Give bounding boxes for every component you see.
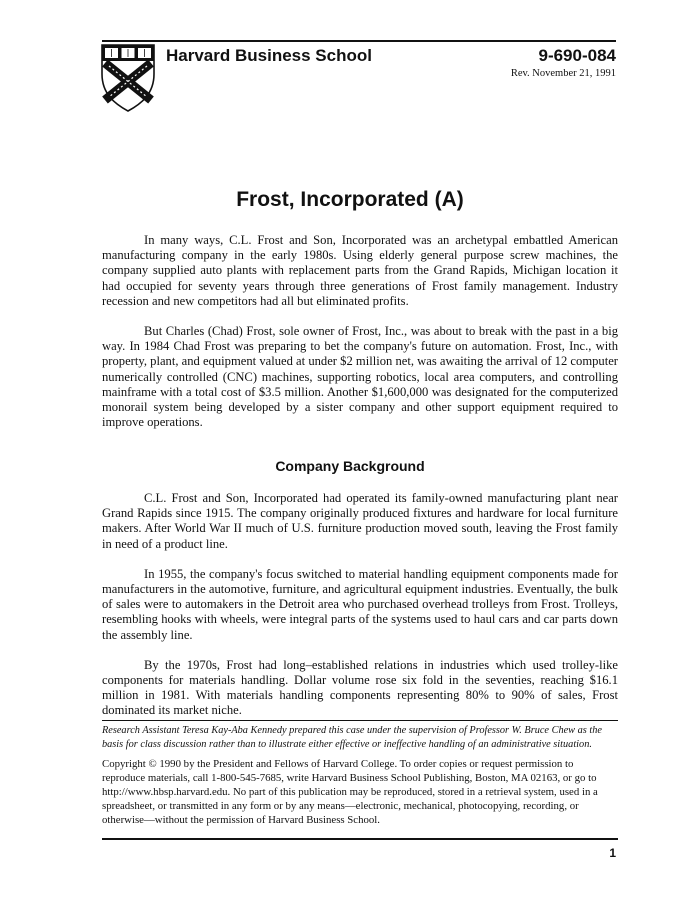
page-number: 1 <box>609 846 616 860</box>
paragraph: In many ways, C.L. Frost and Son, Incorporated was an archetypal embattled American manufacturing company in the early 1980s. Using elderly general purpose screw machines, the company supplied auto plants with replacement parts from the Grand Rapids, Michigan location it had occupied for seventy years through three generations of Frost family management. Industry recession and new competitors had all but eliminated profits. <box>102 233 618 308</box>
document-title: Frost, Incorporated (A) <box>236 188 464 211</box>
paragraph: In 1955, the company's focus switched to material handling equipment components made for manufacturers in the automotive, furniture, and agricultural equipment industries. Eventually, the bulk of sales were to automakers in the Detroit area who purchased overhead trolleys from Frost. Trolleys, resembling hooks with wheels, were integral parts of the systems used to haul cars and car parts down the assembly line. <box>102 566 618 642</box>
harvard-shield-icon <box>101 44 155 112</box>
intro-section <box>102 233 618 430</box>
author-credit: Research Assistant Teresa Kay-Aba Kennedy prepared this case under the supervision of Professor W. Bruce Chew as the basis for class discussion rather than to illustrate either effective or ineffective handling of an administrative situation. <box>102 725 602 750</box>
paragraph: But Charles (Chad) Frost, sole owner of Frost, Inc., was about to break with the past in a big way. In 1984 Chad Frost was preparing to bet the company's future on automation. Frost, Inc., with property, plant, and equipment valued at under $2 million net, was awaiting the arrival of 12 computer numerically controlled (CNC) machines, supporting robotics, local area computers, and controlling mainframe with a total cost of $3.5 million. Another $1,600,000 was designated for the computerized monorail system being developed by a sister company and other support equipment required to improve operations. <box>102 324 618 430</box>
paragraph: By the 1970s, Frost had long–established relations in industries which used trolley-like components for materials handling. Dollar volume rose six fold in the seventies, reaching $16.1 million in 1981. With materials handling components representing 80% to 90% of sales, Frost dominated its market niche. <box>102 657 618 718</box>
section-heading: Company Background <box>275 458 425 474</box>
header-rule <box>102 40 616 42</box>
paragraph: C.L. Frost and Son, Incorporated had operated its family-owned manufacturing plant near Grand Rapids since 1915. The company originally produced fixtures and hardware for local furniture makers. After World War II much of U.S. furniture production moved south, leaving the Frost family in need of a product line. <box>102 491 618 551</box>
footnote-rule <box>102 720 618 721</box>
background-section <box>102 491 618 719</box>
school-name: Harvard Business School <box>166 46 372 65</box>
footer-rule <box>102 838 618 840</box>
copyright-notice: Copyright © 1990 by the President and Fellows of Harvard College. To order copies or request permission to reproduce materials, call 1-800-545-7685, write Harvard Business School Publishing, Boston, MA 02163, or go to http://www.hbsp.harvard.edu. No part of this publication may be reproduced, stored in a retrieval system, used in a spreadsheet, or transmitted in any form or by any means—electronic, mechanical, photocopying, recording, or otherwise—without the permission of Harvard Business School. <box>102 758 598 826</box>
case-number: 9-690-084 <box>538 46 616 65</box>
revision-date: Rev. November 21, 1991 <box>510 68 616 79</box>
